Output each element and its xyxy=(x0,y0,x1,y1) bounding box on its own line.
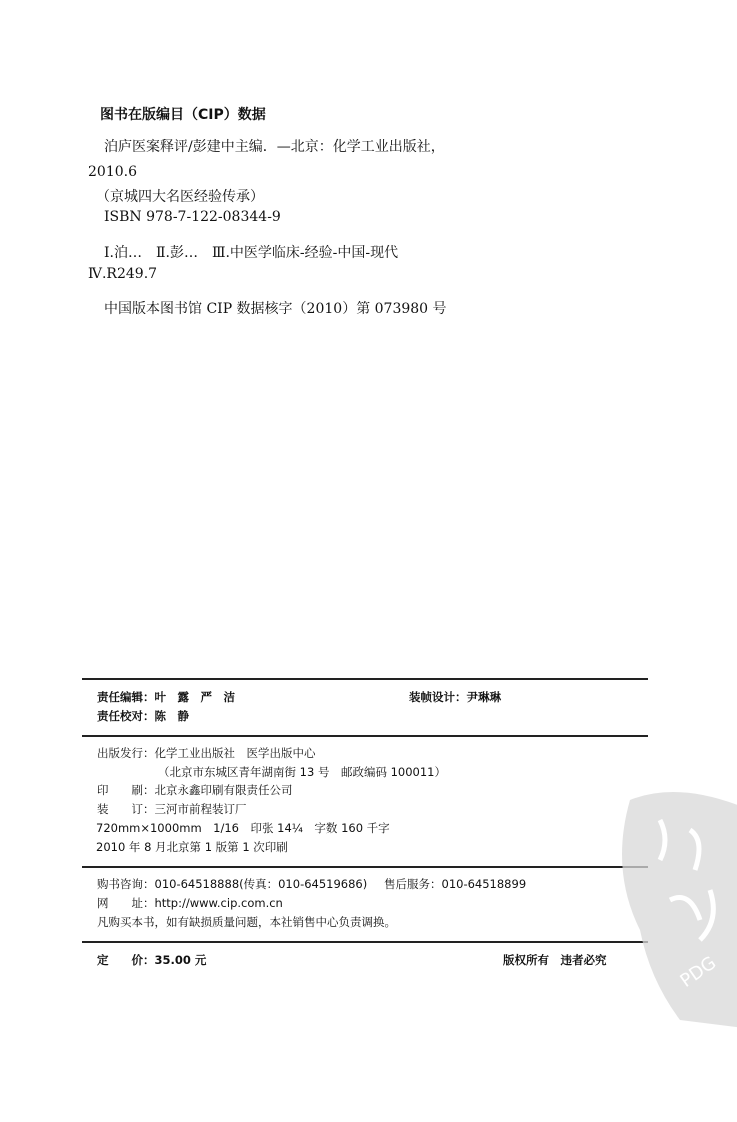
divider xyxy=(82,941,648,943)
cip-classification2: Ⅳ.R249.7 xyxy=(88,266,158,282)
website: 网 址：http://www.cip.com.cn xyxy=(97,896,283,910)
format: 720mm×1000mm 1/16 印张 14¼ 字数 160 千字 xyxy=(96,821,390,835)
divider xyxy=(82,678,648,680)
notice: 凡购买本书，如有缺损质量问题，本社销售中心负责调换。 xyxy=(97,915,396,929)
purchase-contact: 购书咨询：010-64518888(传真：010-64519686) xyxy=(97,877,368,891)
binder: 装 订：三河市前程装订厂 xyxy=(97,802,247,816)
cip-isbn: ISBN 978-7-122-08344-9 xyxy=(104,209,281,225)
divider xyxy=(82,866,648,868)
cip-classification1: Ⅰ.泊… Ⅱ.彭… Ⅲ.中医学临床-经验-中国-现代 xyxy=(104,245,399,261)
printer: 印 刷：北京永鑫印刷有限责任公司 xyxy=(97,783,293,797)
price: 定 价：35.00 元 xyxy=(97,953,207,967)
cip-heading: 图书在版编目（CIP）数据 xyxy=(100,107,266,123)
credit-editor: 责任编辑：叶 露 严 洁 xyxy=(97,690,235,704)
cip-line1: 泊庐医案释评/彭建中主编．—北京：化学工业出版社， xyxy=(104,139,445,155)
service-contact: 售后服务：010-64518899 xyxy=(384,877,527,891)
cip-line2: 2010.6 xyxy=(88,164,137,180)
credit-designer: 装帧设计：尹琳琳 xyxy=(409,690,501,704)
svg-text:PDG: PDG xyxy=(676,952,721,992)
publisher: 出版发行：化学工业出版社 医学出版中心 xyxy=(97,746,316,760)
cip-series: （京城四大名医经验传承） xyxy=(96,189,264,205)
credit-proofreader: 责任校对：陈 静 xyxy=(97,709,189,723)
rights: 版权所有 违者必究 xyxy=(503,953,607,967)
divider xyxy=(82,735,648,737)
pdg-watermark-seal xyxy=(600,780,737,1030)
cip-number: 中国版本图书馆 CIP 数据核字（2010）第 073980 号 xyxy=(104,301,447,317)
edition: 2010 年 8 月北京第 1 版第 1 次印刷 xyxy=(96,840,288,854)
publisher-address: （北京市东城区青年湖南街 13 号 邮政编码 100011） xyxy=(158,765,446,779)
